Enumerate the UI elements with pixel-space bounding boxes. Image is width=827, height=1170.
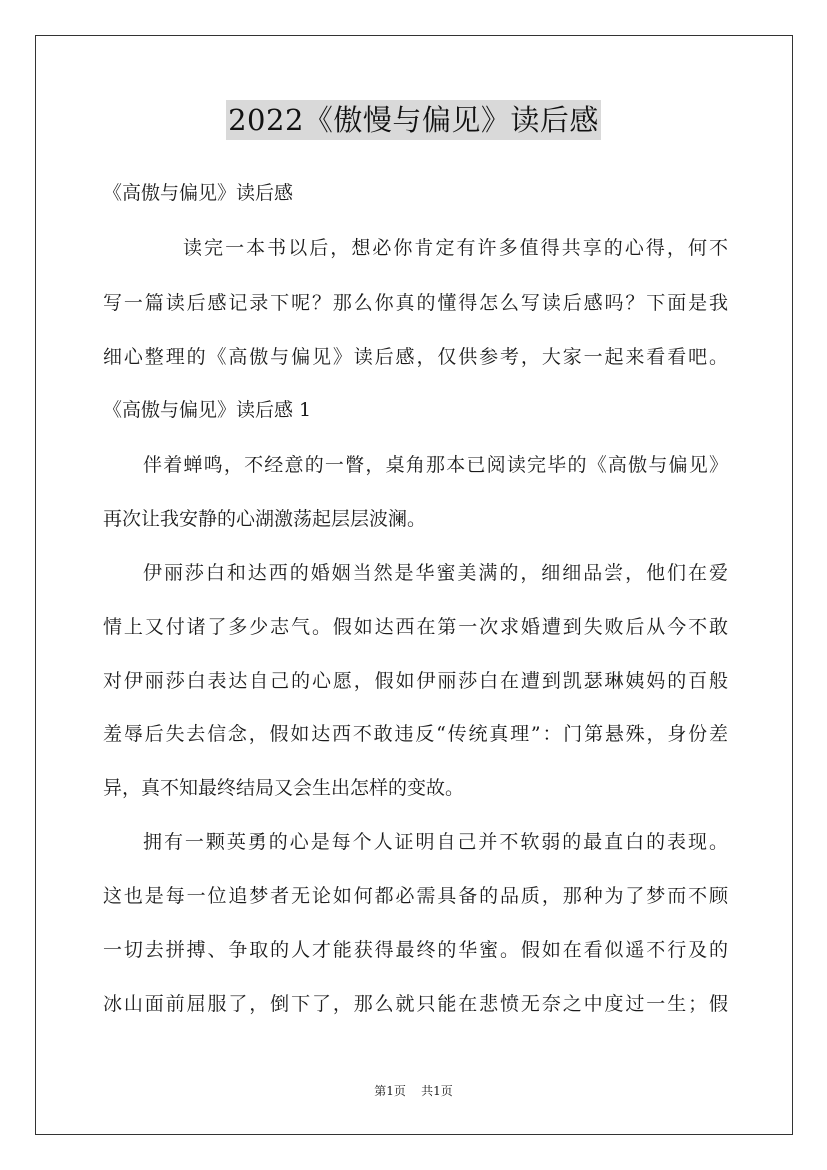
paragraph-line: 读完一本书以后，想必你肯定有许多值得共享的心得，何不 bbox=[183, 237, 728, 259]
paragraph-line: 这也是每一位追梦者无论如何都必需具备的品质，那种为了梦而不顾 bbox=[103, 885, 728, 907]
section-heading: 《高傲与偏见》读后感 1 bbox=[103, 399, 312, 421]
paragraph-line: 伴着蝉鸣，不经意的一瞥，桌角那本已阅读完毕的《高傲与偏见》 bbox=[143, 454, 728, 476]
paragraph-line: 羞辱后失去信念，假如达西不敢违反“传统真理”：门第悬殊，身份差 bbox=[103, 723, 728, 745]
paragraph-line: 一切去拼搏、争取的人才能获得最终的华蜜。假如在看似遥不行及的 bbox=[103, 939, 728, 961]
title-container bbox=[0, 100, 827, 140]
paragraph-line: 情上又付诸了多少志气。假如达西在第一次求婚遭到失败后从今不敢 bbox=[103, 616, 728, 638]
document-title: 2022《傲慢与偏见》读后感 bbox=[226, 100, 601, 140]
paragraph-line: 伊丽莎白和达西的婚姻当然是华蜜美满的，细细品尝，他们在爱 bbox=[143, 562, 728, 584]
paragraph-line: 再次让我安静的心湖激荡起层层波澜。 bbox=[103, 508, 427, 530]
page-total: 共1页 bbox=[421, 1084, 453, 1098]
heading-line: 《高傲与偏见》读后感 bbox=[103, 182, 294, 204]
paragraph-line: 对伊丽莎白表达自己的心愿，假如伊丽莎白在遭到凯瑟琳姨妈的百般 bbox=[103, 670, 728, 692]
paragraph-line: 冰山面前屈服了，倒下了，那么就只能在悲愤无奈之中度过一生；假 bbox=[103, 993, 728, 1015]
paragraph-line: 细心整理的《高傲与偏见》读后感，仅供参考，大家一起来看看吧。 bbox=[103, 346, 728, 368]
page-footer bbox=[0, 1083, 827, 1099]
paragraph-line: 写一篇读后感记录下呢？那么你真的懂得怎么写读后感吗？下面是我 bbox=[103, 292, 728, 314]
page-number: 第1页 bbox=[374, 1084, 406, 1098]
paragraph-line: 拥有一颗英勇的心是每个人证明自己并不软弱的最直白的表现。 bbox=[143, 831, 728, 853]
paragraph-line: 异，真不知最终结局又会生出怎样的变故。 bbox=[103, 777, 465, 799]
